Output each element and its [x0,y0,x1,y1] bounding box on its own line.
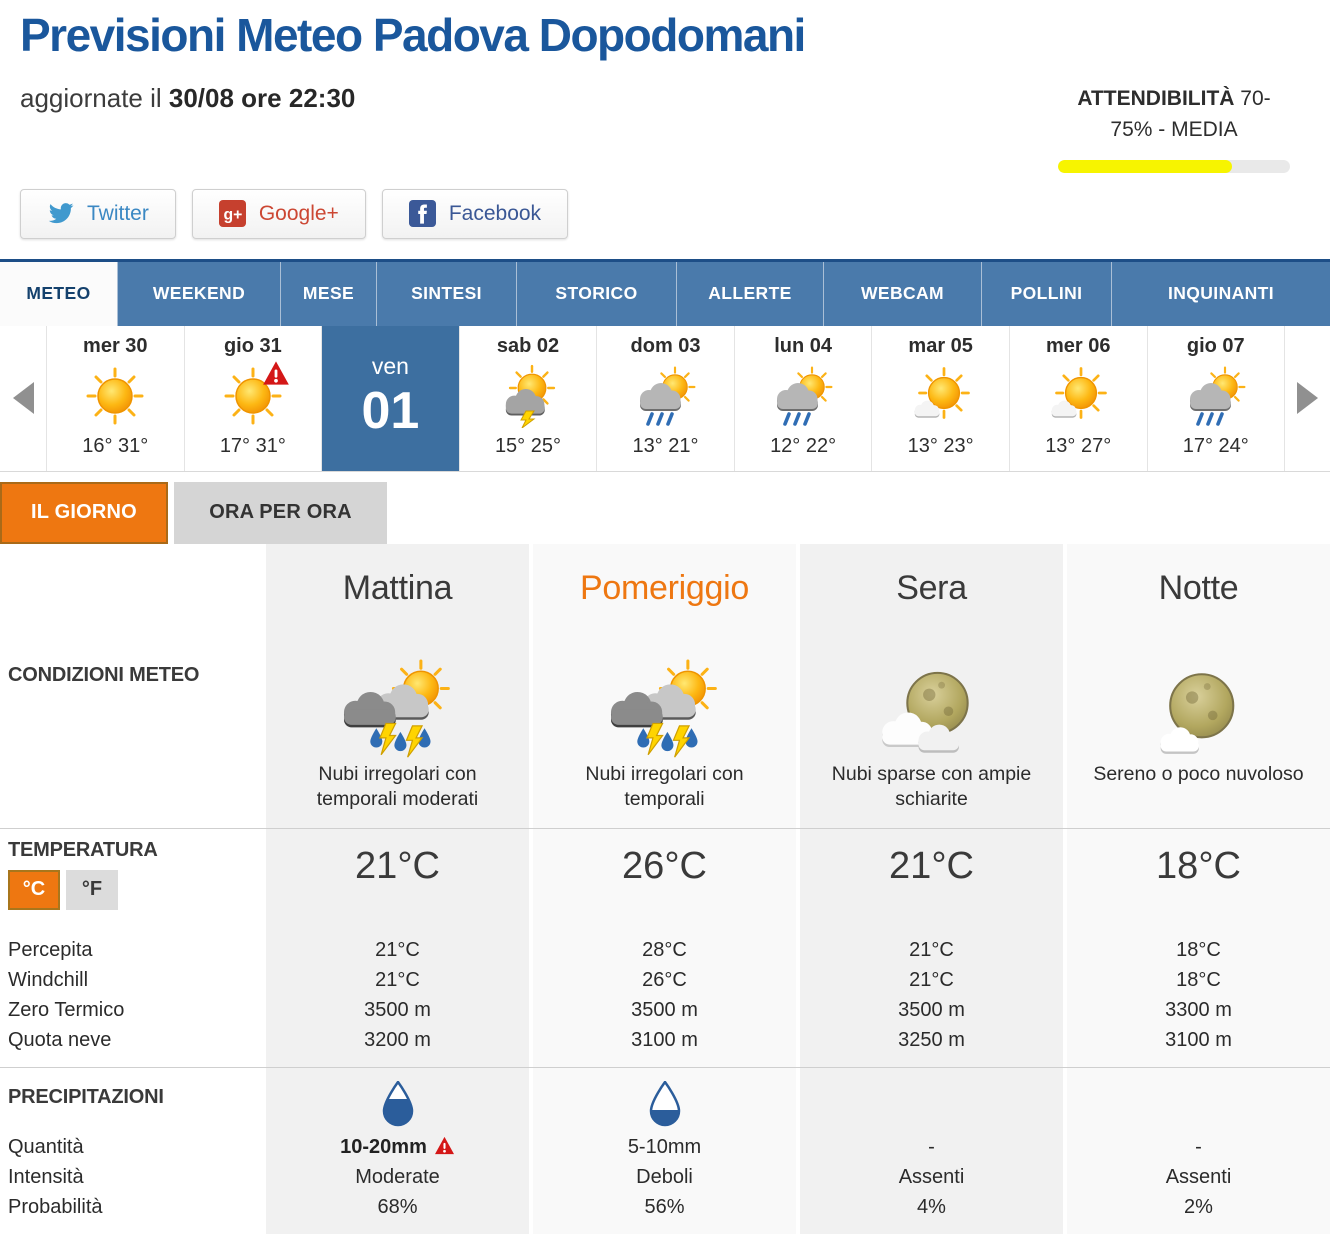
googleplus-icon [219,200,246,227]
precipitation-section [0,1068,1330,1234]
page-title: Previsioni Meteo Padova Dopodomani [20,9,805,61]
day-temps: 17° 24° [1182,434,1249,457]
day-name: sab 02 [496,334,560,357]
intensita-value: Assenti [898,1165,965,1188]
updated-value: 30/08 ore 22:30 [168,82,356,113]
googleplus-label: Google+ [258,201,339,225]
quota-neve-value: 3200 m [364,1028,431,1051]
view-tabs [0,482,1330,544]
rain-warning-icon [434,1136,455,1155]
precipitation-cell-sera [800,1068,1063,1234]
row-label-quantita: Quantità [8,1135,84,1158]
period-header-sera: Sera [800,544,1063,634]
unit-toggle [8,870,262,910]
temperature-label: TEMPERATURA [8,838,158,861]
row-label-zero-termico: Zero Termico [8,998,125,1021]
zero-termico-value: 3500 m [364,998,431,1021]
day-temps: 15° 25° [494,434,561,457]
facebook-icon [409,200,436,227]
day-name: mer 30 [83,334,148,357]
percepita-value: 21°C [375,938,420,961]
rain-sun-icon [771,364,835,428]
percepita-value: 28°C [642,938,687,961]
day-cell-ven-01-selected[interactable] [321,326,459,471]
conditions-section [0,634,1330,829]
day-cell-gio-31[interactable] [184,326,322,471]
page-header [0,0,1330,239]
next-days-button[interactable] [1284,326,1330,471]
storm-sun-icon [496,364,560,428]
day-temps: 17° 31° [219,434,286,457]
probabilita-value: 2% [1184,1195,1213,1218]
row-label-probabilita: Probabilità [8,1195,103,1218]
day-name: gio 07 [1186,334,1245,357]
googleplus-share-button[interactable] [192,189,366,239]
updated-timestamp [20,83,355,114]
quantita-value: 5-10mm [627,1135,702,1158]
main-temp: 18°C [1156,844,1241,887]
storm-big-icon [337,656,459,762]
row-label-quota-neve: Quota neve [8,1028,112,1051]
day-strip [0,326,1330,472]
weather-alert-icon [262,360,290,386]
nav-tab-allerte[interactable]: ALLERTE [677,262,824,326]
temperature-section [0,829,1330,1068]
period-header-spacer [0,544,262,634]
storm-big-icon [604,656,726,762]
nav-tab-meteo[interactable]: METEO [0,262,118,326]
conditions-text: Nubi irregolari con temporali [585,762,744,810]
probabilita-value: 56% [644,1195,685,1218]
moon-cloud-icon [1144,666,1254,762]
main-nav [0,259,1330,326]
day-name: dom 03 [630,334,701,357]
percepita-value: 21°C [909,938,954,961]
temperature-label-cell [0,829,262,1067]
facebook-share-button[interactable] [382,189,568,239]
temperature-cell-notte [1067,829,1330,1067]
day-temps: 13° 21° [632,434,699,457]
conditions-label-cell [0,634,262,828]
nav-tab-pollini[interactable]: POLLINI [982,262,1112,326]
row-label-percepita: Percepita [8,938,93,961]
conditions-text: Nubi sparse con ampie schiarite [831,762,1032,810]
social-buttons [20,189,1306,239]
nav-tab-storico[interactable]: STORICO [517,262,677,326]
main-temp: 21°C [889,844,974,887]
zero-termico-value: 3500 m [898,998,965,1021]
period-header-pomeriggio: Pomeriggio [533,544,796,634]
intensita-value: Assenti [1165,1165,1232,1188]
reliability-label: ATTENDIBILITÀ [1077,86,1235,110]
rain-sun-icon [634,364,698,428]
windchill-value: 18°C [1176,968,1221,991]
day-cell-lun-04[interactable] [734,326,872,471]
nav-tab-webcam[interactable]: WEBCAM [824,262,982,326]
precipitation-cell-pomeriggio [533,1068,796,1234]
fahrenheit-button[interactable]: °F [66,870,118,910]
day-cell-mer-06[interactable] [1009,326,1147,471]
reliability-bar-fill [1058,160,1232,173]
temperature-cell-sera [800,829,1063,1067]
temperature-cell-mattina [266,829,529,1067]
day-cell-dom-03[interactable] [596,326,734,471]
temperature-cell-pomeriggio [533,829,796,1067]
reliability-bar [1058,160,1290,173]
temperature-row-labels [0,935,262,1067]
quota-neve-value: 3100 m [1165,1028,1232,1051]
main-temp: 21°C [355,844,440,887]
day-cell-mer-30[interactable] [46,326,184,471]
celsius-button[interactable]: °C [8,870,60,910]
quantita-value: - [928,1135,935,1158]
tab-il-giorno[interactable]: IL GIORNO [0,482,168,544]
facebook-label: Facebook [448,201,542,225]
day-temps: 13° 27° [1045,434,1112,457]
sun-cloud-icon [1046,364,1110,428]
quota-neve-value: 3250 m [898,1028,965,1051]
twitter-icon [47,200,74,227]
updated-prefix: aggiornate il [20,82,169,113]
rain-sun-icon [1184,364,1248,428]
chevron-right-icon [1297,382,1318,414]
nav-tab-mese[interactable]: MESE [281,262,377,326]
no-drop-spacer [1067,1068,1330,1132]
windchill-value: 21°C [375,968,420,991]
quantita-value: - [1195,1135,1202,1158]
raindrop-gauge-icon [648,1081,682,1127]
chevron-left-icon [13,382,34,414]
quantita-value: 10-20mm [266,1132,529,1162]
day-cell-gio-07[interactable] [1147,326,1285,471]
reliability-panel [1058,83,1290,173]
moon-clouds-icon [877,666,987,762]
day-name: gio 31 [223,334,282,357]
precipitation-label: PRECIPITAZIONI [8,1085,164,1108]
zero-termico-value: 3300 m [1165,998,1232,1021]
precipitation-label-cell [0,1068,262,1234]
precipitation-cell-mattina [266,1068,529,1234]
nav-tab-weekend[interactable]: WEEKEND [118,262,281,326]
period-header-notte: Notte [1067,544,1330,634]
percepita-value: 18°C [1176,938,1221,961]
row-label-intensita: Intensità [8,1165,84,1188]
reliability-text [1058,83,1290,146]
windchill-value: 21°C [909,968,954,991]
probabilita-value: 68% [377,1195,418,1218]
sun-icon [83,364,147,428]
probabilita-value: 4% [917,1195,946,1218]
period-header-row [0,544,1330,634]
conditions-cell-notte [1067,634,1330,828]
day-temps: 12° 22° [770,434,837,457]
raindrop-gauge-icon [381,1081,415,1127]
day-name: mar 05 [908,334,973,357]
intensita-value: Deboli [636,1165,693,1188]
conditions-label: CONDIZIONI METEO [8,663,200,686]
sun-cloud-icon [909,364,973,428]
selected-day-name: ven [371,353,409,380]
day-temps: 16° 31° [82,434,149,457]
day-temps: 13° 23° [907,434,974,457]
selected-day-number: 01 [361,382,420,441]
conditions-text: Sereno o poco nuvoloso [1093,762,1304,785]
quota-neve-value: 3100 m [631,1028,698,1051]
conditions-cell-pomeriggio [533,634,796,828]
prev-days-button[interactable] [0,326,46,471]
period-header-mattina: Mattina [266,544,529,634]
conditions-cell-sera [800,634,1063,828]
nav-tab-inquinanti[interactable]: INQUINANTI [1167,283,1275,304]
day-cell-mar-05[interactable] [871,326,1009,471]
nav-tab-sintesi[interactable]: SINTESI [377,262,517,326]
day-name: mer 06 [1045,334,1111,357]
conditions-cell-mattina [266,634,529,828]
day-cell-sab-02[interactable] [459,326,597,471]
no-drop-spacer [800,1068,1063,1132]
zero-termico-value: 3500 m [631,998,698,1021]
intensita-value: Moderate [355,1165,440,1188]
tab-ora-per-ora[interactable]: ORA PER ORA [174,482,387,544]
precipitation-cell-notte [1067,1068,1330,1234]
main-temp: 26°C [622,844,707,887]
svg-text:g+: g+ [223,206,243,224]
windchill-value: 26°C [642,968,687,991]
day-name: lun 04 [774,334,832,357]
reliability-value: 70-75% - MEDIA [1110,86,1271,142]
twitter-label: Twitter [87,201,149,225]
row-label-windchill: Windchill [8,968,89,991]
precipitation-row-labels [0,1132,262,1234]
conditions-text: Nubi irregolari con temporali moderati [316,762,479,810]
twitter-share-button[interactable] [20,189,176,239]
